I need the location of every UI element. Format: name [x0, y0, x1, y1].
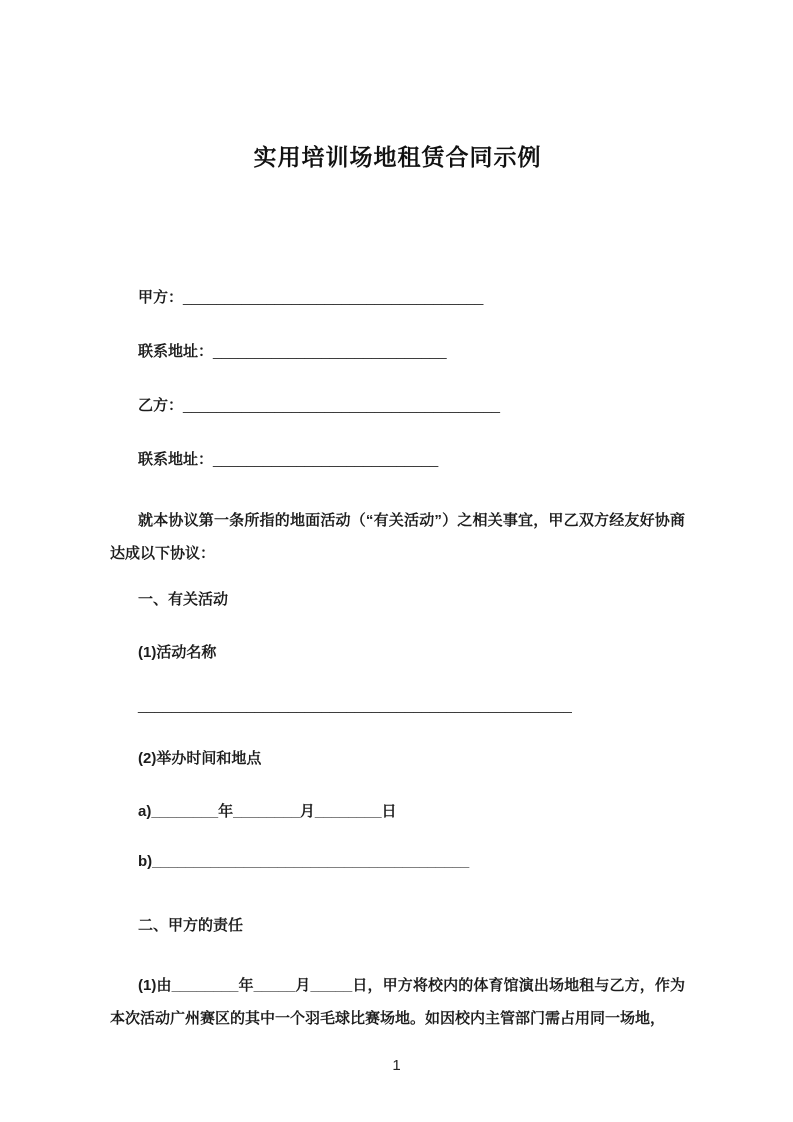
page-number: 1 — [392, 1057, 401, 1074]
section1-item2-date-line: a)________年________月________日 — [138, 803, 397, 820]
field-contact-address-a-label: 联系地址： — [138, 343, 214, 360]
section1-item2-location-line: b)______________________________________ — [138, 853, 470, 870]
field-party-a — [110, 288, 685, 308]
intro-paragraph: 就本协议第一条所指的地面活动（“有关活动”）之相关事宜，甲乙双方经友好协商达成以下协议： — [110, 512, 685, 562]
party-fields — [110, 288, 685, 470]
field-contact-address-a-blank-line: ____________________________ — [213, 343, 447, 360]
field-contact-address-a — [110, 342, 685, 362]
field-contact-address-b-blank-line: ___________________________ — [213, 451, 439, 468]
section1-heading: 一、有关活动 — [138, 591, 229, 608]
field-party-b-label: 乙方： — [138, 397, 184, 414]
field-party-b — [110, 396, 685, 416]
section1-item1-label: (1)活动名称 — [138, 644, 217, 661]
section1-item2-label: (2)举办时间和地点 — [138, 750, 262, 767]
section2-paragraph: (1)由________年_____月_____日，甲方将校内的体育馆演出场地租与乙方，作为本次活动广州赛区的其中一个羽毛球比赛场地。如因校内主管部门需占用同一场地， — [110, 977, 685, 1027]
section2-heading: 二、甲方的责任 — [138, 917, 244, 934]
field-contact-address-b-label: 联系地址： — [138, 451, 214, 468]
document-title: 实用培训场地租赁合同示例 — [253, 144, 542, 170]
field-party-a-label: 甲方： — [138, 289, 184, 306]
field-contact-address-b — [110, 450, 685, 470]
field-party-a-blank-line: ____________________________________ — [183, 289, 484, 306]
section1-item1-blank-line: ____________________________________________________ — [138, 697, 572, 714]
field-party-b-blank-line: ______________________________________ — [183, 397, 501, 414]
